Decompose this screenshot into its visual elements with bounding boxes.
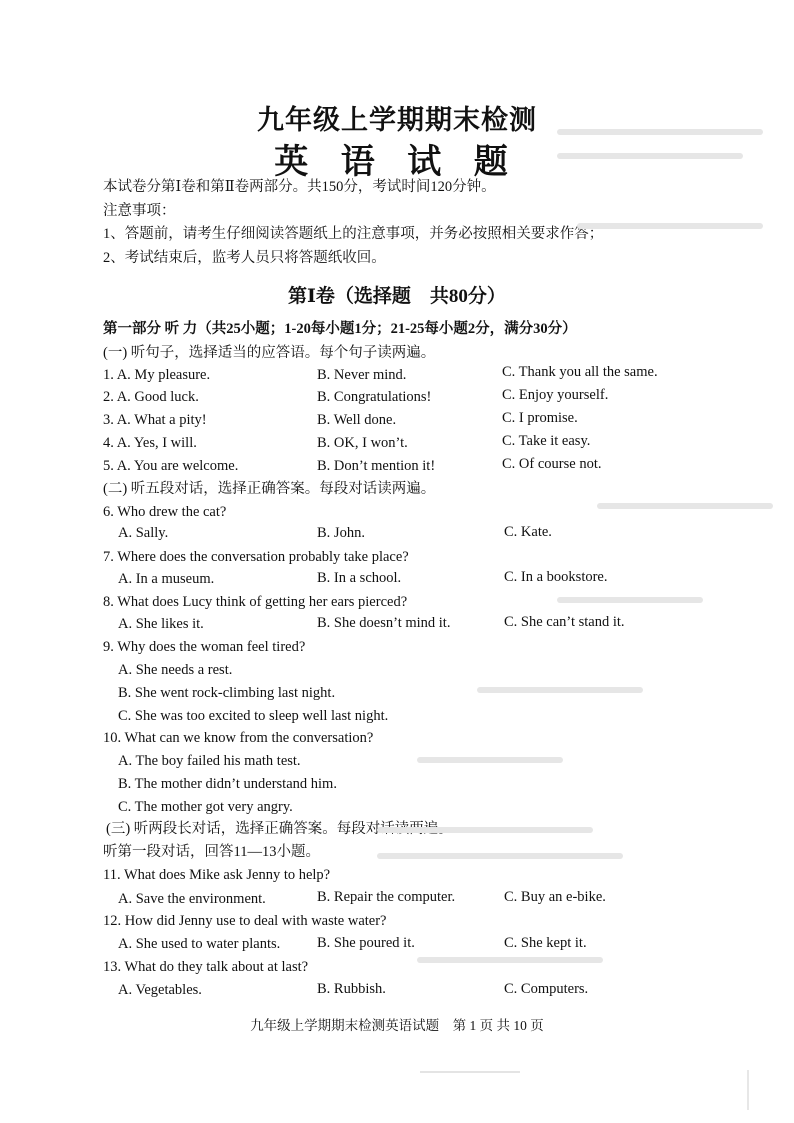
- q5-option-c: C. Of course not.: [502, 456, 602, 472]
- q7-option-a: A. In a museum.: [118, 571, 215, 587]
- q13-stem: 13. What do they talk about at last?: [103, 959, 309, 975]
- q2-option-a: 2. A. Good luck.: [103, 389, 199, 405]
- q9-stem: 9. Why does the woman feel tired?: [103, 639, 306, 655]
- q13-option-b: B. Rubbish.: [317, 981, 386, 997]
- q2-option-c: C. Enjoy yourself.: [502, 387, 609, 403]
- q10-option-c: C. The mother got very angry.: [118, 799, 293, 815]
- q3-option-a: 3. A. What a pity!: [103, 412, 207, 428]
- sub-heading-3-first: 听第一段对话，回答11—13小题。: [103, 844, 320, 860]
- q9-option-c: C. She was too excited to sleep well last night.: [118, 708, 389, 724]
- notes-title: 注意事项：: [103, 203, 176, 219]
- q8-stem: 8. What does Lucy think of getting her ears pierced?: [103, 594, 408, 610]
- sub-heading-2: (二) 听五段对话，选择正确答案。每段对话读两遍。: [103, 481, 436, 497]
- q13-option-c: C. Computers.: [504, 981, 589, 997]
- q6-option-b: B. John.: [317, 525, 365, 541]
- q10-option-b: B. The mother didn’t understand him.: [118, 776, 337, 792]
- q2-option-b: B. Congratulations!: [317, 389, 432, 405]
- q6-option-c: C. Kate.: [504, 524, 552, 540]
- q5-option-b: B. Don’t mention it!: [317, 458, 436, 474]
- sub-heading-3: (三) 听两段长对话，选择正确答案。每段对话读两遍。: [106, 821, 453, 837]
- q7-option-b: B. In a school.: [317, 570, 402, 586]
- q5-option-a: 5. A. You are welcome.: [103, 458, 239, 474]
- q6-option-a: A. Sally.: [118, 525, 169, 541]
- q7-stem: 7. Where does the conversation probably take place?: [103, 549, 409, 565]
- q4-option-a: 4. A. Yes, I will.: [103, 435, 197, 451]
- q12-stem: 12. How did Jenny use to deal with waste water?: [103, 913, 387, 929]
- q9-option-a: A. She needs a rest.: [118, 662, 233, 678]
- q11-option-b: B. Repair the computer.: [317, 889, 456, 905]
- q3-option-b: B. Well done.: [317, 412, 397, 428]
- q1-option-b: B. Never mind.: [317, 367, 407, 383]
- q11-option-a: A. Save the environment.: [118, 891, 266, 907]
- q4-option-c: C. Take it easy.: [502, 433, 591, 449]
- q13-option-a: A. Vegetables.: [118, 982, 202, 998]
- q6-stem: 6. Who drew the cat?: [103, 504, 227, 520]
- q12-option-c: C. She kept it.: [504, 935, 587, 951]
- q11-option-c: C. Buy an e-bike.: [504, 889, 606, 905]
- q7-option-c: C. In a bookstore.: [504, 569, 608, 585]
- part1-heading: 第一部分 听 力（共25小题；1-20每小题1分；21-25每小题2分，满分30分）: [103, 321, 577, 337]
- q8-option-a: A. She likes it.: [118, 616, 204, 632]
- section-title: 第Ⅰ卷（选择题 共80分）: [288, 286, 506, 307]
- exam-subtitle: 英 语 试 题: [274, 144, 520, 181]
- q8-option-b: B. She doesn’t mind it.: [317, 615, 451, 631]
- q10-stem: 10. What can we know from the conversation?: [103, 730, 374, 746]
- page-footer: 九年级上学期期末检测英语试题 第 1 页 共 10 页: [250, 1018, 544, 1033]
- q9-option-b: B. She went rock-climbing last night.: [118, 685, 336, 701]
- sub-heading-1: (一) 听句子，选择适当的应答语。每个句子读两遍。: [103, 345, 436, 361]
- note-1: 1、答题前，请考生仔细阅读答题纸上的注意事项，并务必按照相关要求作答；: [103, 226, 604, 242]
- q10-option-a: A. The boy failed his math test.: [118, 753, 301, 769]
- note-2: 2、考试结束后，监考人员只将答题纸收回。: [103, 250, 386, 266]
- exam-title: 九年级上学期期末检测: [257, 105, 537, 135]
- q8-option-c: C. She can’t stand it.: [504, 614, 625, 630]
- q11-stem: 11. What does Mike ask Jenny to help?: [103, 867, 331, 883]
- q12-option-a: A. She used to water plants.: [118, 936, 281, 952]
- intro-text: 本试卷分第Ⅰ卷和第Ⅱ卷两部分。共150分，考试时间120分钟。: [103, 179, 496, 195]
- q1-option-a: 1. A. My pleasure.: [103, 367, 211, 383]
- q3-option-c: C. I promise.: [502, 410, 578, 426]
- q4-option-b: B. OK, I won’t.: [317, 435, 408, 451]
- q12-option-b: B. She poured it.: [317, 935, 415, 951]
- q1-option-c: C. Thank you all the same.: [502, 364, 658, 380]
